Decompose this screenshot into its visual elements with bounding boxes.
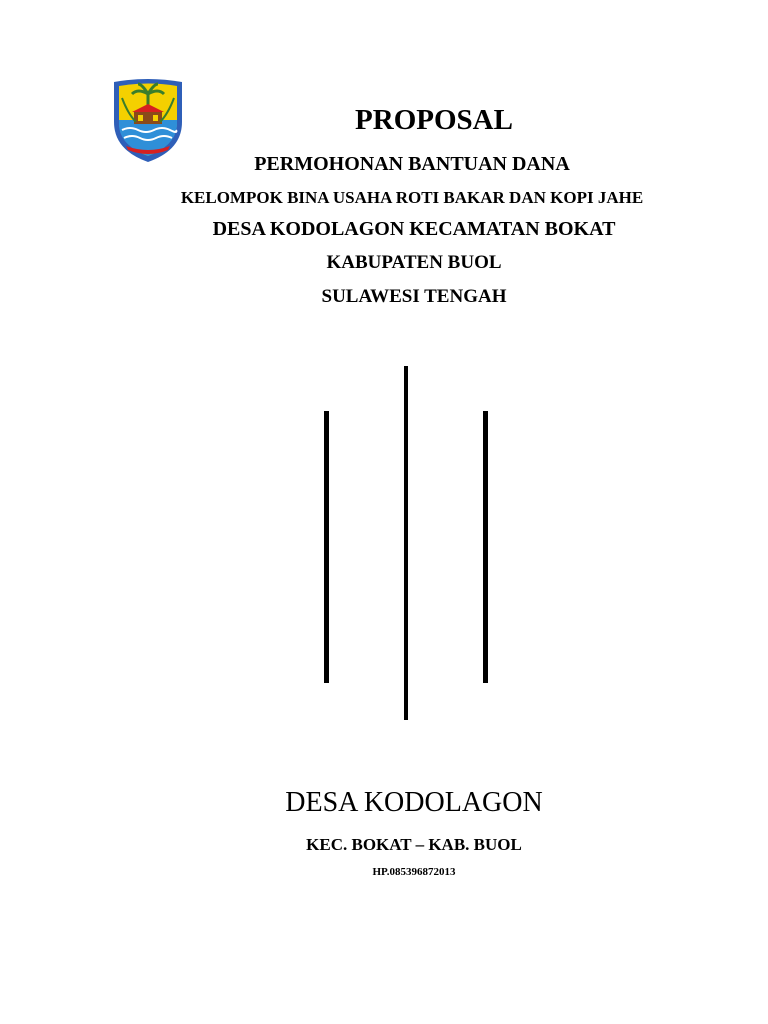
subtitle-line: KABUPATEN BUOL	[326, 252, 502, 273]
subtitle-line: KELOMPOK BINA USAHA ROTI BAKAR DAN KOPI JAHE	[180, 188, 644, 207]
proposal-title: PROPOSAL	[355, 104, 513, 136]
decorative-bar-left	[324, 411, 329, 683]
decorative-bar-center	[404, 366, 408, 720]
district-line: KEC. BOKAT – KAB. BUOL	[306, 835, 522, 854]
village-name: DESA KODOLAGON	[285, 787, 543, 818]
subtitle-line: PERMOHONAN BANTUAN DANA	[254, 153, 570, 175]
subtitle-line: SULAWESI TENGAH	[321, 286, 507, 307]
phone-number: HP.085396872013	[372, 866, 456, 878]
subtitle-line: DESA KODOLAGON KECAMATAN BOKAT	[212, 218, 616, 240]
decorative-bar-right	[483, 411, 488, 683]
